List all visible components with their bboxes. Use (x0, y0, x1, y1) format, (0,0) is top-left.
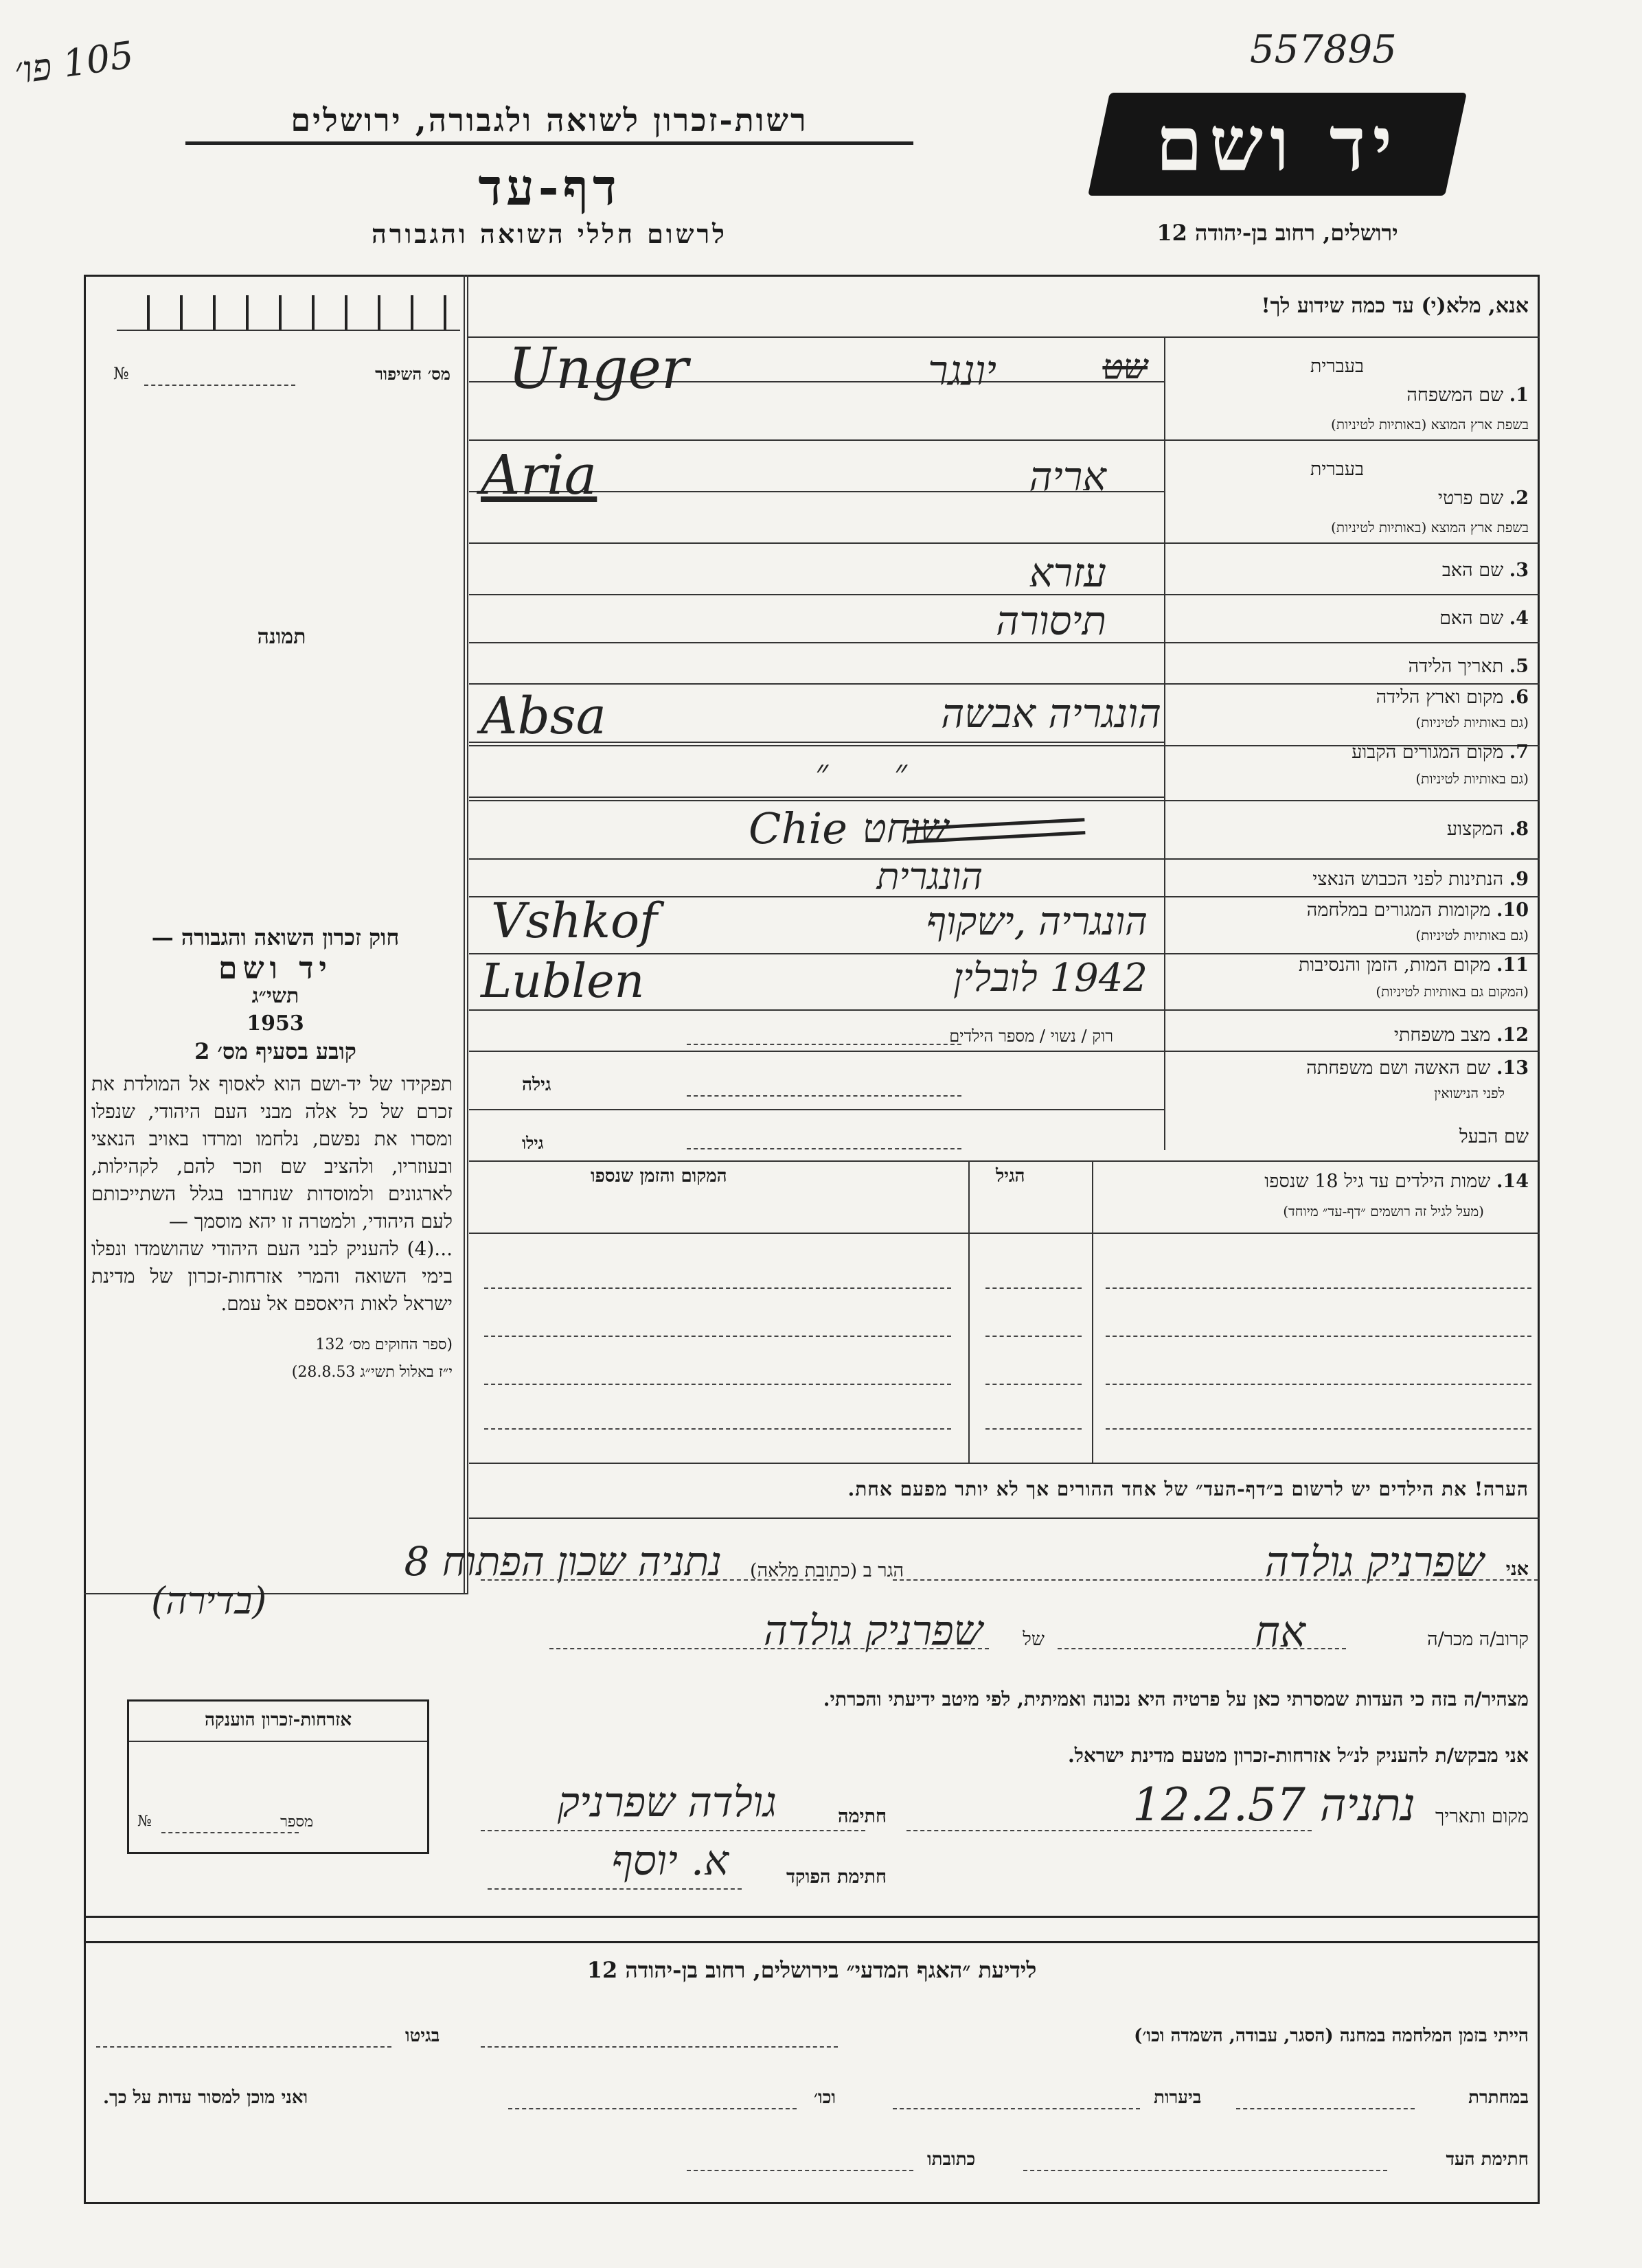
f7-sub: (גם באותיות לטיניות) (1415, 770, 1529, 787)
form-title: דף-עד (478, 158, 621, 216)
law-clause: קובע בסעיף מס׳ 2 (194, 1038, 356, 1064)
relation-label: קרוב/ה מכר/ה (1427, 1629, 1529, 1650)
declarant-name: שפרניק גולדה (1264, 1538, 1484, 1586)
law-text-2: ...(4) להעניק לבני העם היהודי שהושמדו ונפלו בימי השואה והמרי אזרחות-זכרון של מדינת ישראל לאות היאספם אל עמם. (91, 1237, 453, 1315)
f2-sub: בשפת ארץ המוצא (באותיות לטיניות) (1331, 519, 1529, 536)
f10-value-latin: Vshkof (491, 893, 658, 949)
tick-row (117, 295, 460, 331)
f2-hebrew-label: בעברית (1310, 459, 1364, 480)
f1-value-he: יונגר (928, 347, 996, 395)
footer-line1-a: הייתי בזמן המלחמה במחנה (הסגר, עבודה, השמדה וכו׳) (1134, 2026, 1529, 2046)
signature: גולדה שפרניק (557, 1778, 777, 1826)
receipt-number-label: מס׳ השיפור (375, 364, 451, 384)
f1-struck: שט (1102, 347, 1148, 387)
children-col-place: המקום והזמן שנספו (591, 1166, 727, 1187)
law-year-heb: תשי״ג (251, 984, 299, 1008)
place-date-label: מקום ותאריך (1435, 1806, 1529, 1827)
f11-value-latin: Lublen (481, 954, 645, 1009)
footer-line3-a: חתימת העד (1446, 2149, 1529, 2170)
form-subtitle: לרשום חללי השואה והגבורה (372, 218, 727, 249)
f6-value-latin: Absa (481, 687, 606, 746)
law-text: תפקידו של יד-ושם הוא לאסוף אל המולדת את זכרם של כל אלה מבני העם היהודי, שנפלו ומסרו את נפשם, נלחמו ומרדו באויב הנאצי ובעוזריו, ולהציב שם וזכר להם, לקהילות, לארגונים ולמוסדות שנחרבו בגלל השתייכותם לעם היהודי, ולמטרה זו יהא מוסמך — (91, 1073, 453, 1233)
citizenship-title: אזרחות-זכרון הוענקה (204, 1710, 352, 1730)
f6-sub: (גם באותיות לטיניות) (1415, 714, 1529, 731)
receipt-number-sign: № (113, 364, 129, 383)
top-left-code: 105 פו׳ (11, 33, 137, 93)
footer-line2-a: במחתרת (1468, 2087, 1529, 2108)
declarant-address-extra: (בדירה) (151, 1579, 267, 1623)
note: הערה! את הילדים יש לרשום ב״דף-העד״ של אחד ההורים אך לא יותר מפעם אחת. (847, 1478, 1529, 1500)
footer-line2-c: וכו׳ (814, 2087, 836, 2108)
declaration: מצהיר/ה בזה כי העדות שמסרתי כאן על פרטיה היא נכונה ואמיתית, לפי מיטב ידיעתי והכרתי. (823, 1688, 1529, 1710)
f11-value-he: 1942 לובלין (953, 956, 1148, 1000)
f2-label: 2. שם פרטי (1437, 488, 1529, 509)
law-source-2: י״ז באלול תשי״ג 28.8.53) (291, 1364, 453, 1381)
declarant-address: נתניה שכון הפתוח 8 (404, 1538, 722, 1585)
law-year: 1953 (247, 1011, 304, 1035)
footer-line2-b: ביערות (1154, 2087, 1202, 2108)
children-col-age: הגיל (996, 1166, 1025, 1187)
ani-label: אני (1505, 1559, 1529, 1580)
f8-value-latin: Chie (749, 803, 847, 854)
husband-age-label: גילו (522, 1133, 544, 1153)
officer-label: חתימת הפוקד (786, 1866, 887, 1888)
f1-label: 1. שם המשפחה (1406, 385, 1529, 406)
f1-value-latin: Unger (508, 336, 689, 402)
f2-value-latin: Aria (481, 443, 597, 507)
f10-label: 10. מקומות המגורים במלחמה (1306, 900, 1529, 921)
f7-label: 7. מקום המגורים הקבוע (1352, 742, 1529, 763)
request: אני מבקש/ת להעניק לנ״ל אזרחות-זכרון מטעם מדינת ישראל. (1068, 1744, 1529, 1767)
header-address: ירושלים, רחוב בן-יהודה 12 (1156, 220, 1398, 246)
f4-label: 4. שם האם (1439, 608, 1529, 629)
f10-value-he: הונגריה ,ישקוף (926, 900, 1148, 944)
law-title: חוק זכרון השואה והגבורה — (151, 924, 400, 950)
f6-label: 6. מקום וארץ הלידה (1376, 687, 1529, 708)
of-label: של (1023, 1629, 1045, 1650)
f8-label: 8. המקצוע (1446, 818, 1529, 840)
resides-label: הגר ב (כתובת מלאה) (750, 1560, 904, 1581)
top-right-number: 557895 (1250, 27, 1397, 72)
f11-label: 11. מקום המות, הזמן והנסיבות (1298, 954, 1529, 976)
children-sub: (מעל לגיל זה רושמים ״דף-עד״ מיוחד) (1283, 1203, 1484, 1219)
f11-sub: (המקום גם באותיות לטיניות) (1376, 983, 1529, 1000)
f9-label: 9. הנתינות לפני הכבוש הנאצי (1312, 869, 1529, 890)
law-name: יד ושם (218, 951, 332, 986)
f5-label: 5. תאריך הלידה (1408, 656, 1529, 677)
org-line: רשות-זכרון לשואה ולגבורה, ירושלים (185, 102, 913, 145)
law-box (86, 920, 465, 1538)
f12-label: 12. מצב משפחתי (1393, 1024, 1529, 1046)
signature-label: חתימה (837, 1806, 887, 1827)
f2-value-he: אריה (1029, 453, 1106, 500)
place-date: נתניה 12.2.57 (1132, 1778, 1415, 1831)
photo-label: תמונה (257, 625, 306, 649)
citizenship-number-label: מספר (280, 1813, 313, 1831)
f1-sub: בשפת ארץ המוצא (באותיות לטיניות) (1331, 416, 1529, 433)
f3-label: 3. שם האב (1441, 560, 1529, 581)
relation-value: אח (1255, 1607, 1305, 1657)
f6-value-he: הונגריה אבשה (941, 690, 1161, 737)
children-label: 14. שמות הילדים עד גיל 18 שנספו (1264, 1171, 1529, 1192)
law-source: (ספר החוקים מס׳ 132 (315, 1336, 453, 1353)
f13-age-label: גילה (522, 1075, 551, 1095)
of-name: שפרניק גולדה (763, 1607, 983, 1655)
f13-label: 13. שם האשה ושם משפחתה (1306, 1057, 1529, 1079)
logo-text: יד ושם (1155, 100, 1400, 188)
footer-line2-d: ואני מוכן למסור עדות על כך. (103, 2087, 308, 2108)
footer-title: לידיעת ״האגף המדעי״ בירושלים, רחוב בן-יהודה 12 (586, 1957, 1037, 1983)
husband-label: שם הבעל (1459, 1126, 1529, 1147)
f13-sub: לפני הנישואין (1434, 1085, 1505, 1101)
f10-sub: (גם באותיות לטיניות) (1415, 927, 1529, 943)
f3-value: עזרא (1029, 549, 1106, 596)
instruction: אנא, מלא(י) עד כמה שידוע לך! (1261, 294, 1529, 318)
citizenship-number-sign: № (137, 1813, 152, 1830)
f4-value: תיסורה (996, 597, 1106, 644)
f9-value: הונגרית (876, 855, 983, 898)
f7-value: ״ ״ (815, 752, 935, 792)
f1-hebrew-label: בעברית (1310, 356, 1364, 377)
f12-options: רוק / נשוי / מספר הילדים (949, 1027, 1113, 1046)
f8-value-he: שוחט (862, 805, 948, 851)
officer-signature: א. יוסף (611, 1837, 729, 1885)
footer-line1-b: בגיטו (405, 2026, 440, 2046)
footer-line3-b: כתובתו (927, 2149, 976, 2170)
